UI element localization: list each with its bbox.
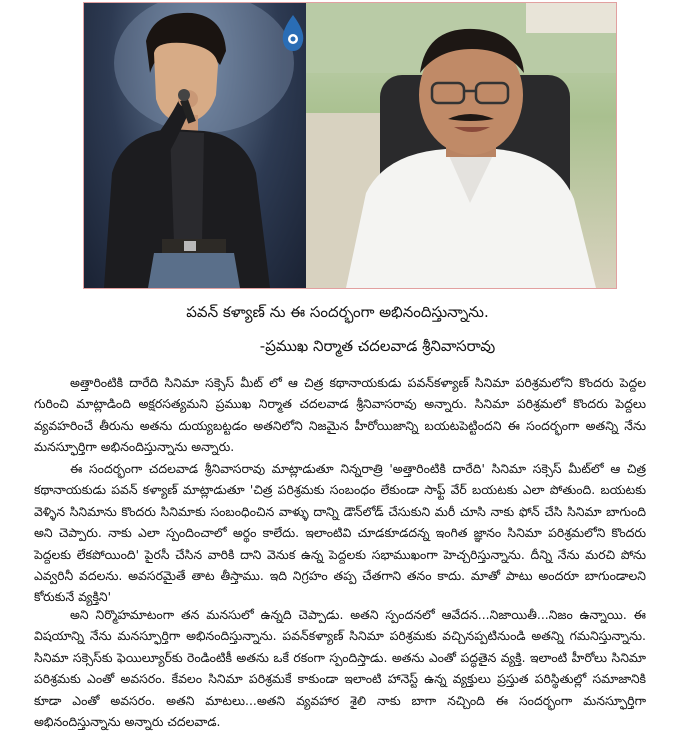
paragraph-1-text: అత్తారింటికి దారేది సినిమా సక్సెస్ మీట్ లో ఆ చిత్ర కథానాయకుడు పవన్‌కళ్యాణ్ సినిమా పరిశ్రమలోని కొందరు పెద్దల గురించి మాట్లాడింది అక్షరసత్యమని ప్రముఖ నిర్మాత చదలవాడ శ్రీనివాసరావు అన్నారు. సినిమా పరిశ్రమలో కొందరు పెద్దలు వ్యవహరించే తీరును అతను దుయ్యబట్టడం అతనిలోని నిజమైన హీరోయిజాన్ని బయటపెట్టిందని ఈ సందర్భంగా అతన్ని నేను మనస్ఫూర్తిగా అభినందిస్తున్నాను అన్నారు.	[34, 375, 646, 455]
byline: -ప్రముఖ నిర్మాత చదలవాడ శ్రీనివాసరావు	[259, 337, 496, 355]
paragraph-2	[34, 458, 646, 608]
paragraph-1	[34, 372, 646, 458]
paragraph-3	[34, 604, 646, 732]
actor-illustration	[84, 3, 306, 288]
producer-illustration	[306, 3, 616, 288]
paragraph-3-text: అని నిర్మొహమాటంగా తన మనసులో ఉన్నది చెప్పాడు. అతని స్పందనలో ఆవేదన...నిజాయితీ...నిజం ఉన్నాయి. ఈ విషయాన్ని నేను మనస్ఫూర్తిగా అభినందిస్తున్నాను. పవన్‌కళ్యాణ్ సినిమా పరిశ్రమకు వచ్చినప్పటినుండి అతన్ని గమనిస్తున్నాను. సినిమా సక్సెస్‌కు ఫెయిల్యూర్‌కు రెండింటికీ అతను ఒకే రకంగా స్పందిస్తాడు. అతను ఎంతో పద్ధతైన వ్యక్తి. ఇలాంటి హీరోలు సినిమా పరిశ్రమకు ఎంతో అవసరం. కేవలం సినిమా పరిశ్రమకే కాకుండా ఇలాంటి హానెస్ట్ ఉన్న వ్యక్తులు ప్రస్తుత పరిస్థితుల్లో సమాజానికి కూడా ఎంతో అవసరం. అతని మాటలు...అతని వ్యవహార శైలి నాకు బాగా నచ్చింది ఈ సందర్భంగా మనస్ఫూర్తిగా అభినందిస్తున్నాను అన్నారు చదలవాడ.	[34, 607, 646, 730]
paragraph-2-text: ఈ సందర్భంగా చదలవాడ శ్రీనివాసరావు మాట్లాడుతూ నిన్నరాత్రి 'అత్తారింటికి దారేది' సినిమా సక్సెస్ మీట్‌లో ఆ చిత్ర కథానాయకుడు పవన్ కళ్యాణ్ మాట్లాడుతూ 'చిత్ర పరిశ్రమకు సంబంధం లేకుండా సాఫ్ట్ వేర్ బయటకు ఎలా పోతుంది. బయటకు వెళ్ళిన సినిమాను కొందరు సినిమాకు సంబంధించిన వాళ్ళు దాన్ని డౌన్‌లోడ్ చేసుకుని మరీ చూసి నాకు ఫోన్ చేసి సినిమా బాగుంది అని చెప్పారు. నాకు ఎలా స్పందించాలో అర్థం కాలేదు. ఇలాంటివి చూడకూడదన్న ఇంగిత జ్ఞానం సినిమా పరిశ్రమలోని కొందరు పెద్దలకు లేకపోయింది' పైరసీ చేసిన వారికి దాని వెనుక ఉన్న పెద్దలకు సభాముఖంగా హెచ్చరిస్తున్నాను. దీన్ని నేను మరచి పోను ఎవ్వరినీ వదలను. అవసరమైతే తాట తీస్తాము. ఇది నిగ్రహం తప్ప చేతగాని తనం కాదు. మాతో పాటు అందరూ బాగుండాలని కోరుకునే వ్యక్తిని'	[34, 461, 646, 605]
photo-producer	[306, 3, 616, 288]
photo-actor-with-microphone	[84, 3, 306, 288]
headline: పవన్ కళ్యాణ్ ను ఈ సందర్భంగా అభినందిస్తున్నాను.	[186, 303, 489, 321]
watermark-drop-logo	[279, 13, 306, 53]
article-photo	[83, 2, 617, 289]
